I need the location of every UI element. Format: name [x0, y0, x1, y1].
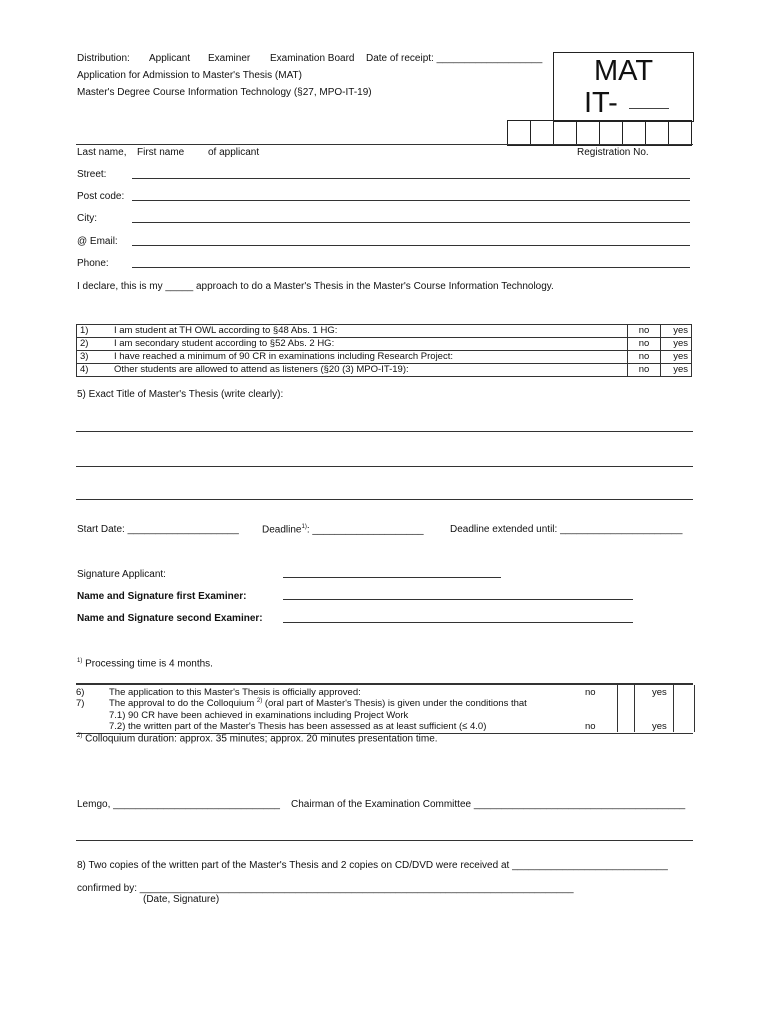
- reg-cell[interactable]: [577, 121, 600, 145]
- condition-7-2: 7.2) the written part of the Master's Thesis has been assessed as at least sufficient (≤ 4.0): [109, 721, 487, 732]
- thesis-title-line[interactable]: [76, 431, 693, 432]
- applicant-signature-field[interactable]: [283, 577, 501, 578]
- checklist-text: I am student at TH OWL according to §48 Abs. 1 HG:: [111, 325, 628, 338]
- examiner-option[interactable]: Examiner: [208, 53, 251, 64]
- date-signature-caption: (Date, Signature): [143, 894, 220, 905]
- checklist-num: 3): [77, 351, 112, 364]
- checklist-row: [77, 351, 692, 364]
- chairman-signature-field[interactable]: Chairman of the Examination Committee ______________________________________: [291, 799, 686, 810]
- colloquium-text-b: (oral part of Master's Thesis) is given under the conditions that: [262, 698, 527, 710]
- mat-number-blank[interactable]: [629, 108, 669, 109]
- reg-cell[interactable]: [623, 121, 646, 145]
- receipt-statement[interactable]: 8) Two copies of the written part of the Master's Thesis and 2 copies on CD/DVD were received at ____________________________: [77, 860, 668, 871]
- approval-yes-option[interactable]: yes: [652, 687, 667, 698]
- registration-no-label: Registration No.: [577, 147, 649, 158]
- deadline-blank: : ____________________: [306, 524, 424, 536]
- footnote-ref: 2): [77, 733, 83, 739]
- approval-no-option[interactable]: no: [585, 687, 596, 698]
- reg-cell[interactable]: [554, 121, 577, 145]
- post-code-label: Post code:: [77, 191, 125, 202]
- start-date-field[interactable]: Start Date: ____________________: [77, 524, 239, 535]
- footnote-processing-time: [77, 658, 213, 669]
- phone-label: Phone:: [77, 258, 109, 269]
- reg-cell[interactable]: [646, 121, 669, 145]
- footnote-text: Processing time is 4 months.: [82, 658, 213, 670]
- city-label: City:: [77, 213, 97, 224]
- checklist-row: [77, 364, 692, 377]
- separator-line: [76, 840, 693, 841]
- email-field[interactable]: [132, 245, 690, 246]
- date-of-receipt-field[interactable]: Date of receipt: ___________________: [366, 53, 543, 64]
- checklist-num: 1): [77, 325, 112, 338]
- checklist-row: [77, 325, 692, 338]
- no-checkbox-column[interactable]: [617, 685, 635, 732]
- course-title: Master's Degree Course Information Technology (§27, MPO-IT-19): [77, 87, 372, 98]
- checklist-yes-option[interactable]: yes: [661, 364, 692, 377]
- email-label: @ Email:: [77, 236, 118, 247]
- applicant-signature-label: Signature Applicant:: [77, 569, 166, 580]
- yes-checkbox-column[interactable]: [673, 685, 695, 732]
- checklist-yes-option[interactable]: yes: [661, 325, 692, 338]
- street-field[interactable]: [132, 178, 690, 179]
- declaration-text: I declare, this is my _____ approach to do a Master's Thesis in the Master's Course Information Technology.: [77, 281, 554, 292]
- checklist-num: 2): [77, 338, 112, 351]
- of-applicant-label: of applicant: [208, 147, 260, 158]
- reg-cell[interactable]: [600, 121, 623, 145]
- reg-cell[interactable]: [531, 121, 554, 145]
- first-examiner-signature-field[interactable]: [283, 599, 633, 600]
- checklist-no-option[interactable]: no: [628, 364, 661, 377]
- footnote-ref: 1): [77, 658, 83, 664]
- lemgo-date-field[interactable]: Lemgo, ______________________________: [77, 799, 280, 810]
- footnote-ref: 1): [301, 524, 307, 530]
- reg-cell[interactable]: [669, 121, 691, 145]
- footnote-text: Colloquium duration: approx. 35 minutes; approx. 20 minutes presentation time.: [82, 733, 438, 745]
- approval-num: 6): [76, 687, 85, 698]
- checklist-yes-option[interactable]: yes: [661, 351, 692, 364]
- city-field[interactable]: [132, 222, 690, 223]
- applicant-option[interactable]: Applicant: [149, 53, 191, 64]
- street-label: Street:: [77, 169, 107, 180]
- footnote-ref: 2): [256, 698, 263, 704]
- checklist-no-option[interactable]: no: [628, 351, 661, 364]
- first-name-label: First name: [137, 147, 185, 158]
- last-name-label: Last name,: [77, 147, 127, 158]
- colloquium-yes-option[interactable]: yes: [652, 721, 667, 732]
- checklist-row: [77, 338, 692, 351]
- second-examiner-signature-field[interactable]: [283, 622, 633, 623]
- checklist-no-option[interactable]: no: [628, 338, 661, 351]
- checklist-text: I have reached a minimum of 90 CR in examinations including Research Project:: [111, 351, 628, 364]
- condition-7-1: 7.1) 90 CR have been achieved in examinations including Project Work: [109, 710, 409, 721]
- checklist-text: Other students are allowed to attend as listeners (§20 (3) MPO-IT-19):: [111, 364, 628, 377]
- form-title: Application for Admission to Master's Thesis (MAT): [77, 70, 302, 81]
- colloquium-text-a: The approval to do the Colloquium: [109, 698, 257, 710]
- thesis-title-line[interactable]: [76, 499, 693, 500]
- checklist-num: 4): [77, 364, 112, 377]
- checklist-yes-option[interactable]: yes: [661, 338, 692, 351]
- phone-field[interactable]: [132, 267, 690, 268]
- thesis-title-label: 5) Exact Title of Master's Thesis (write clearly):: [77, 389, 284, 400]
- mat-number-box: [553, 52, 694, 122]
- examination-board-option[interactable]: Examination Board: [270, 53, 355, 64]
- divider: [76, 144, 693, 145]
- deadline-extended-field[interactable]: Deadline extended until: ______________________: [450, 524, 683, 535]
- thesis-title-line[interactable]: [76, 466, 693, 467]
- footnote-colloquium: [77, 733, 438, 744]
- checklist-text: I am secondary student according to §52 Abs. 2 HG:: [111, 338, 628, 351]
- colloquium-no-option[interactable]: no: [585, 721, 596, 732]
- first-examiner-label: Name and Signature first Examiner:: [77, 591, 247, 602]
- it-label: IT-: [584, 87, 618, 119]
- approval-text: The application to this Master's Thesis is officially approved:: [109, 687, 361, 698]
- colloquium-num: 7): [76, 698, 85, 709]
- registration-number-cells[interactable]: [507, 120, 692, 146]
- distribution-label: Distribution:: [77, 53, 130, 64]
- post-code-field[interactable]: [132, 200, 690, 201]
- colloquium-text: [109, 698, 527, 709]
- checklist-no-option[interactable]: no: [628, 325, 661, 338]
- reg-cell[interactable]: [508, 121, 531, 145]
- deadline-label: Deadline: [262, 524, 302, 536]
- mat-label: MAT: [594, 55, 654, 87]
- approval-section: [76, 683, 693, 734]
- deadline-field[interactable]: [262, 524, 424, 535]
- confirmed-by-field[interactable]: confirmed by: ______________________________________________________________________________: [77, 883, 574, 894]
- second-examiner-label: Name and Signature second Examiner:: [77, 613, 263, 624]
- eligibility-checklist: [76, 324, 692, 377]
